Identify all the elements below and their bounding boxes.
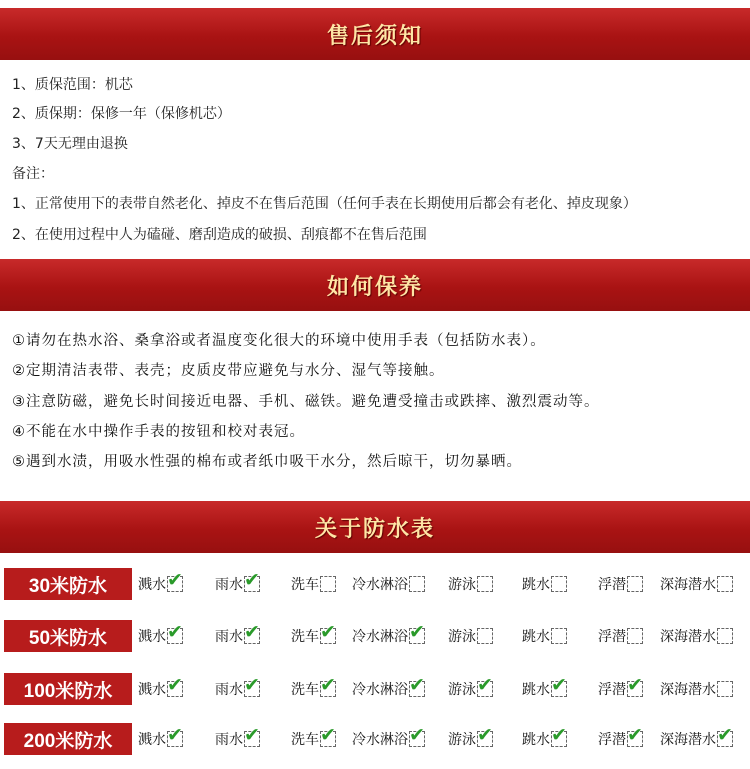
activity-checkbox (320, 576, 336, 592)
activity-name: 游泳 (448, 577, 476, 593)
activity-item (448, 625, 493, 647)
waterproof-rating-label: 200米防水 (4, 723, 132, 755)
activity-checkbox (320, 621, 336, 644)
activity-checkbox (409, 621, 425, 644)
activity-checkbox (717, 724, 733, 747)
activity-checkbox (167, 674, 183, 697)
activity-item (291, 621, 336, 647)
activity-item (138, 724, 183, 750)
activity-item (352, 573, 425, 595)
checkmark-icon: ✔ (409, 674, 425, 696)
checkmark-icon: ✔ (320, 674, 336, 696)
checkmark-icon: ✔ (477, 674, 493, 696)
after-sales-note-label: 备注： (12, 166, 54, 182)
maintenance-title: 如何保养 (326, 274, 423, 300)
activity-item (448, 724, 493, 750)
checkmark-icon: ✔ (244, 674, 260, 696)
activity-item (598, 625, 643, 647)
after-sales-banner (0, 8, 750, 60)
activity-item (215, 674, 260, 700)
activity-item (660, 625, 733, 647)
after-sales-title: 售后须知 (326, 23, 423, 49)
activity-checkbox (167, 724, 183, 747)
checkmark-icon: ✔ (167, 724, 183, 746)
activity-name: 溅水 (138, 629, 166, 645)
activity-item (522, 724, 567, 750)
maintenance-item: ②定期清洁表带、表壳；皮质皮带应避免与水分、湿气等接触。 (12, 363, 445, 379)
maintenance-banner (0, 259, 750, 311)
activity-checkbox (627, 724, 643, 747)
activity-checkbox (477, 628, 493, 644)
activity-item (522, 625, 567, 647)
activity-name: 深海潜水 (660, 577, 716, 593)
activity-name: 雨水 (215, 629, 243, 645)
activity-name: 洗车 (291, 629, 319, 645)
activity-name: 溅水 (138, 577, 166, 593)
activity-checkbox (167, 569, 183, 592)
after-sales-line: 3、7天无理由退换 (12, 136, 128, 152)
checkmark-icon: ✔ (320, 621, 336, 643)
activity-name: 浮潜 (598, 682, 626, 698)
maintenance-item: ⑤遇到水渍，用吸水性强的棉布或者纸巾吸干水分，然后晾干，切勿暴晒。 (12, 454, 522, 470)
activity-item (598, 674, 643, 700)
activity-checkbox (717, 628, 733, 644)
maintenance-item: ③注意防磁，避免长时间接近电器、手机、磁铁。避免遭受撞击或跌摔、激烈震动等。 (12, 394, 600, 410)
activity-item (660, 678, 733, 700)
activity-name: 跳水 (522, 629, 550, 645)
checkmark-icon: ✔ (320, 724, 336, 746)
activity-item (598, 573, 643, 595)
activity-item (291, 724, 336, 750)
waterproof-rating-label: 30米防水 (4, 568, 132, 600)
activity-name: 洗车 (291, 732, 319, 748)
activity-checkbox (627, 674, 643, 697)
activity-item (291, 674, 336, 700)
activity-name: 跳水 (522, 682, 550, 698)
activity-checkbox (627, 576, 643, 592)
activity-item (352, 724, 425, 750)
activity-checkbox (244, 674, 260, 697)
waterproof-rating-label: 100米防水 (4, 673, 132, 705)
activity-checkbox (551, 628, 567, 644)
activity-name: 冷水淋浴 (352, 682, 408, 698)
activity-name: 浮潜 (598, 732, 626, 748)
activity-name: 深海潜水 (660, 732, 716, 748)
activity-checkbox (244, 621, 260, 644)
activity-item (138, 621, 183, 647)
activity-name: 溅水 (138, 732, 166, 748)
waterproof-rating-label: 50米防水 (4, 620, 132, 652)
activity-name: 洗车 (291, 577, 319, 593)
activity-name: 浮潜 (598, 629, 626, 645)
activity-item (660, 724, 733, 750)
after-sales-line: 2、在使用过程中人为磕碰、磨刮造成的破损、刮痕都不在售后范围 (12, 227, 427, 243)
activity-checkbox (244, 724, 260, 747)
activity-item (660, 573, 733, 595)
activity-checkbox (717, 576, 733, 592)
activity-name: 溅水 (138, 682, 166, 698)
activity-item (138, 674, 183, 700)
activity-name: 跳水 (522, 732, 550, 748)
waterproof-row (0, 723, 750, 755)
activity-item (215, 621, 260, 647)
activity-name: 浮潜 (598, 577, 626, 593)
activity-name: 洗车 (291, 682, 319, 698)
activity-item (215, 569, 260, 595)
activity-item (291, 573, 336, 595)
waterproof-row (0, 620, 750, 652)
activity-checkbox (244, 569, 260, 592)
activity-item (352, 621, 425, 647)
activity-checkbox (551, 674, 567, 697)
activity-checkbox (551, 576, 567, 592)
activity-item (448, 674, 493, 700)
activity-checkbox (409, 576, 425, 592)
checkmark-icon: ✔ (477, 724, 493, 746)
activity-name: 游泳 (448, 629, 476, 645)
activity-item (448, 573, 493, 595)
activity-name: 跳水 (522, 577, 550, 593)
checkmark-icon: ✔ (551, 724, 567, 746)
checkmark-icon: ✔ (627, 674, 643, 696)
activity-name: 冷水淋浴 (352, 732, 408, 748)
activity-name: 冷水淋浴 (352, 577, 408, 593)
activity-checkbox (477, 674, 493, 697)
activity-name: 游泳 (448, 732, 476, 748)
maintenance-item: ④不能在水中操作手表的按钮和校对表冠。 (12, 424, 305, 440)
activity-checkbox (409, 674, 425, 697)
activity-item (522, 573, 567, 595)
activity-checkbox (477, 724, 493, 747)
activity-checkbox (477, 576, 493, 592)
activity-name: 雨水 (215, 682, 243, 698)
activity-item (215, 724, 260, 750)
checkmark-icon: ✔ (167, 674, 183, 696)
after-sales-line: 1、质保范围：机芯 (12, 77, 133, 93)
after-sales-line: 2、质保期：保修一年（保修机芯） (12, 106, 231, 122)
after-sales-line: 1、正常使用下的表带自然老化、掉皮不在售后范围（任何手表在长期使用后都会有老化、掉皮现象） (12, 196, 637, 212)
activity-checkbox (627, 628, 643, 644)
activity-name: 深海潜水 (660, 629, 716, 645)
activity-name: 冷水淋浴 (352, 629, 408, 645)
activity-name: 游泳 (448, 682, 476, 698)
checkmark-icon: ✔ (409, 621, 425, 643)
activity-checkbox (717, 681, 733, 697)
activity-item (522, 674, 567, 700)
checkmark-icon: ✔ (409, 724, 425, 746)
maintenance-item: ①请勿在热水浴、桑拿浴或者温度变化很大的环境中使用手表（包括防水表）。 (12, 333, 546, 349)
activity-checkbox (320, 674, 336, 697)
activity-item (138, 569, 183, 595)
checkmark-icon: ✔ (717, 724, 733, 746)
waterproof-banner (0, 501, 750, 553)
activity-name: 雨水 (215, 732, 243, 748)
activity-checkbox (167, 621, 183, 644)
waterproof-row (0, 673, 750, 705)
checkmark-icon: ✔ (244, 569, 260, 591)
activity-name: 雨水 (215, 577, 243, 593)
activity-item (352, 674, 425, 700)
checkmark-icon: ✔ (244, 621, 260, 643)
activity-item (598, 724, 643, 750)
checkmark-icon: ✔ (551, 674, 567, 696)
activity-checkbox (409, 724, 425, 747)
checkmark-icon: ✔ (244, 724, 260, 746)
checkmark-icon: ✔ (167, 621, 183, 643)
activity-checkbox (320, 724, 336, 747)
checkmark-icon: ✔ (627, 724, 643, 746)
waterproof-title: 关于防水表 (314, 516, 435, 542)
waterproof-row (0, 568, 750, 600)
checkmark-icon: ✔ (167, 569, 183, 591)
activity-name: 深海潜水 (660, 682, 716, 698)
activity-checkbox (551, 724, 567, 747)
